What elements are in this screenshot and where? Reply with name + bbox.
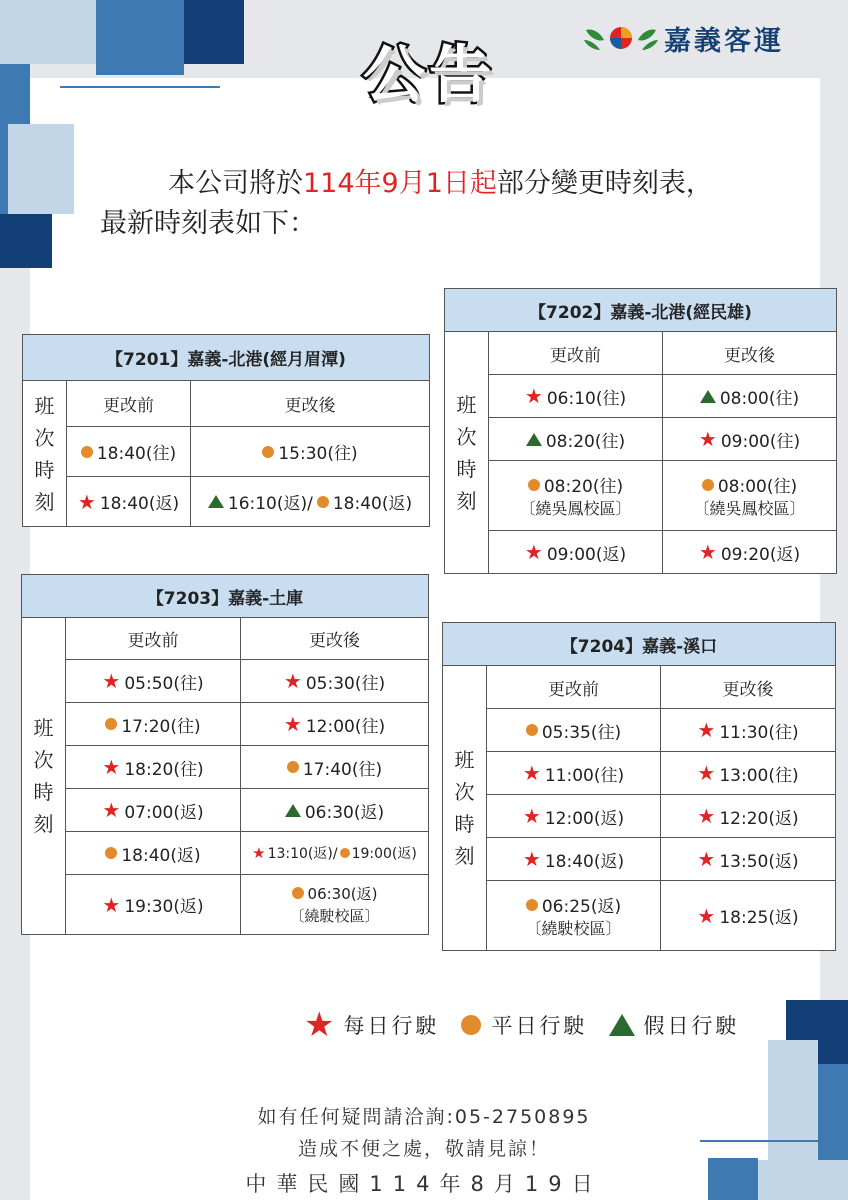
legend bbox=[304, 1005, 761, 1045]
route-title: 【7201】嘉義-北港(經月眉潭) bbox=[23, 335, 430, 381]
schedule-side-label: 班 次 時 刻 bbox=[445, 332, 489, 574]
legend-holiday: 假日行駛 bbox=[643, 1014, 740, 1038]
notice-title: 公告 bbox=[362, 38, 495, 111]
effective-date: 114年9月1日起 bbox=[303, 168, 497, 199]
table-row: 05:35(往) ★ 11:30(往) bbox=[443, 709, 836, 752]
decor-block bbox=[0, 0, 96, 64]
orange-dot-icon bbox=[105, 847, 117, 859]
route-title: 【7203】嘉義-土庫 bbox=[22, 575, 429, 618]
red-star-icon: ★ bbox=[697, 903, 716, 928]
route-7204-table bbox=[442, 622, 836, 951]
intro-prefix: 本公司將於 bbox=[168, 168, 303, 199]
red-star-icon: ★ bbox=[522, 804, 541, 828]
before-header: 更改前 bbox=[66, 618, 241, 660]
decor-block bbox=[0, 64, 30, 124]
table-row: ★ 07:00(返) 06:30(返) bbox=[22, 789, 429, 832]
decor-block bbox=[8, 124, 74, 214]
legend-daily: 每日行駛 bbox=[343, 1014, 440, 1038]
notice-date: 中華民國114年8月19日 bbox=[245, 1172, 603, 1196]
route-7202-table bbox=[444, 288, 837, 574]
red-star-icon: ★ bbox=[697, 718, 716, 742]
schedule-side-label: 班 次 時 刻 bbox=[22, 618, 66, 935]
decor-line bbox=[60, 86, 220, 88]
green-triangle-icon bbox=[700, 390, 716, 403]
intro-line2: 最新時刻表如下： bbox=[100, 208, 316, 239]
decor-block bbox=[0, 124, 8, 214]
orange-dot-icon bbox=[287, 761, 299, 773]
before-header: 更改前 bbox=[487, 666, 661, 709]
red-star-icon: ★ bbox=[698, 540, 717, 564]
orange-dot-icon bbox=[526, 724, 538, 736]
red-star-icon: ★ bbox=[77, 489, 96, 514]
table-row: 08:20(往) 〔繞吳鳳校區〕 08:00(往) 〔繞吳鳳校區〕 bbox=[445, 461, 837, 531]
company-logo bbox=[582, 18, 784, 58]
red-star-icon: ★ bbox=[697, 761, 716, 785]
route-title: 【7204】嘉義-溪口 bbox=[443, 623, 836, 666]
red-star-icon: ★ bbox=[304, 1005, 338, 1045]
orange-dot-icon bbox=[461, 1015, 481, 1035]
red-star-icon: ★ bbox=[102, 892, 121, 917]
red-star-icon: ★ bbox=[524, 384, 543, 408]
table-row: ★ 19:30(返) 06:30(返) 〔繞駛校區〕 bbox=[22, 875, 429, 935]
orange-dot-icon bbox=[105, 718, 117, 730]
table-row: 08:20(往) ★ 09:00(往) bbox=[445, 418, 837, 461]
after-header: 更改後 bbox=[663, 332, 837, 375]
legend-weekday: 平日行駛 bbox=[491, 1014, 588, 1038]
table-row: 06:25(返) 〔繞駛校區〕 ★ 18:25(返) bbox=[443, 881, 836, 951]
red-star-icon: ★ bbox=[697, 847, 716, 871]
table-row: ★ 09:00(返) ★ 09:20(返) bbox=[445, 531, 837, 574]
brand-name: 嘉義客運 bbox=[664, 25, 784, 57]
table-row: 18:40(返) ★ 13:10(返)/ 19:00(返) bbox=[22, 832, 429, 875]
green-triangle-icon bbox=[526, 433, 542, 446]
schedule-side-label: 班 次 時 刻 bbox=[443, 666, 487, 951]
apology-line: 造成不便之處，敬請見諒！ bbox=[297, 1138, 550, 1160]
red-star-icon: ★ bbox=[102, 669, 121, 693]
contact-line: 如有任何疑問請洽詢:05-2750895 bbox=[257, 1106, 591, 1128]
red-star-icon: ★ bbox=[283, 669, 302, 693]
orange-dot-icon bbox=[317, 496, 329, 508]
route-title: 【7202】嘉義-北港(經民雄) bbox=[445, 289, 837, 332]
after-header: 更改後 bbox=[191, 381, 430, 427]
table-row: ★ 05:50(往) ★ 05:30(往) bbox=[22, 660, 429, 703]
route-7203-table bbox=[21, 574, 429, 935]
orange-dot-icon bbox=[702, 479, 714, 491]
red-star-icon: ★ bbox=[102, 755, 121, 779]
logo-mark-icon bbox=[582, 20, 660, 56]
green-triangle-icon bbox=[609, 1014, 635, 1036]
red-star-icon: ★ bbox=[698, 427, 717, 451]
table-row: ★ 18:20(往) 17:40(往) bbox=[22, 746, 429, 789]
table-row: ★ 06:10(往) 08:00(往) bbox=[445, 375, 837, 418]
orange-dot-icon bbox=[340, 848, 350, 858]
table-row: ★ 18:40(返) ★ 13:50(返) bbox=[443, 838, 836, 881]
red-star-icon: ★ bbox=[524, 540, 543, 564]
table-row: ★ 12:00(返) ★ 12:20(返) bbox=[443, 795, 836, 838]
after-header: 更改後 bbox=[661, 666, 836, 709]
red-star-icon: ★ bbox=[522, 761, 541, 785]
red-star-icon: ★ bbox=[522, 847, 541, 871]
decor-block bbox=[96, 0, 184, 75]
orange-dot-icon bbox=[262, 446, 274, 458]
red-star-icon: ★ bbox=[102, 798, 121, 822]
after-header: 更改後 bbox=[241, 618, 429, 660]
orange-dot-icon bbox=[528, 479, 540, 491]
intro-text bbox=[100, 164, 780, 244]
red-star-icon: ★ bbox=[252, 843, 266, 862]
table-row: 18:40(往) 15:30(往) bbox=[23, 427, 430, 477]
decor-block bbox=[0, 214, 52, 268]
decor-block bbox=[184, 0, 244, 64]
orange-dot-icon bbox=[292, 887, 304, 899]
before-header: 更改前 bbox=[489, 332, 663, 375]
green-triangle-icon bbox=[208, 495, 224, 508]
red-star-icon: ★ bbox=[283, 712, 302, 736]
intro-suffix: 部分變更時刻表， bbox=[496, 168, 713, 199]
table-row: ★ 18:40(返) 16:10(返)/ 18:40(返) bbox=[23, 477, 430, 527]
table-row: 17:20(往) ★ 12:00(往) bbox=[22, 703, 429, 746]
orange-dot-icon bbox=[526, 899, 538, 911]
red-star-icon: ★ bbox=[697, 804, 716, 828]
route-7201-table bbox=[22, 334, 430, 527]
orange-dot-icon bbox=[81, 446, 93, 458]
green-triangle-icon bbox=[285, 804, 301, 817]
before-header: 更改前 bbox=[67, 381, 191, 427]
schedule-side-label: 班 次 時 刻 bbox=[23, 381, 67, 527]
table-row: ★ 11:00(往) ★ 13:00(往) bbox=[443, 752, 836, 795]
